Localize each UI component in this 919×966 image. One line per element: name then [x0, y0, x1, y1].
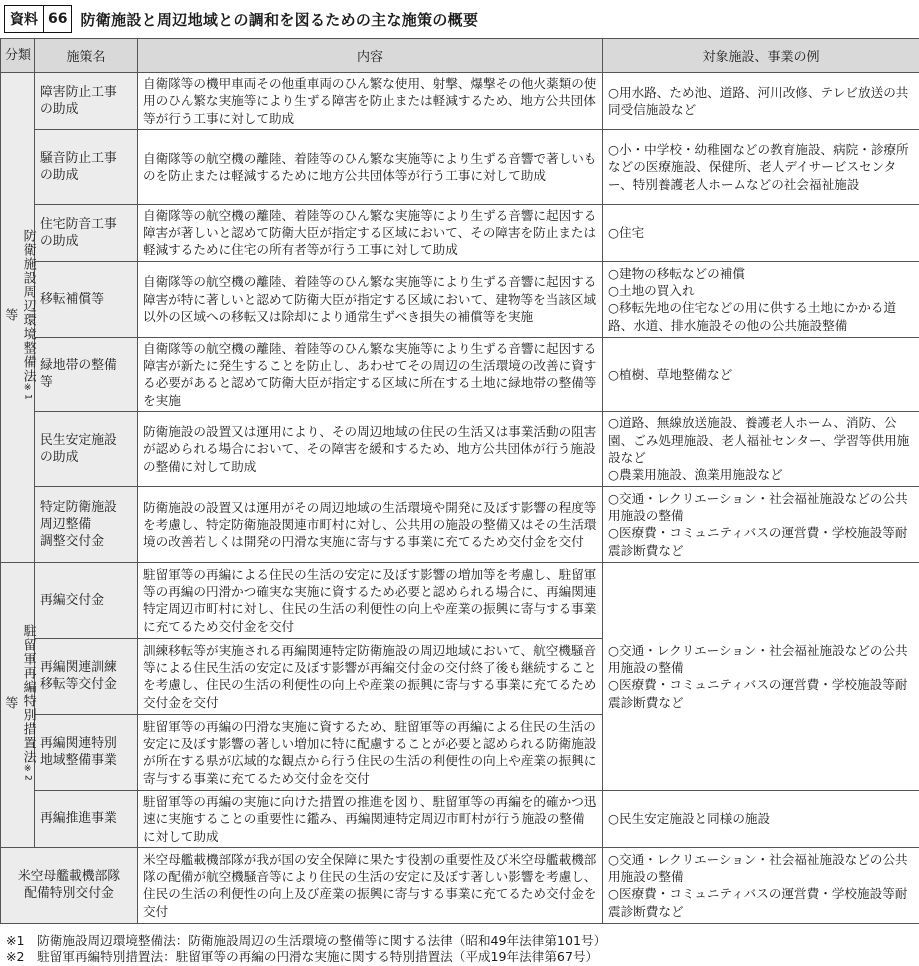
category-suffix: 等 — [2, 695, 18, 710]
category-label: 防衛施設周辺環境整備法 — [20, 229, 36, 384]
measure-name: 特定防衛施設 周辺整備 調整交付金 — [35, 486, 138, 562]
table-row — [1, 411, 919, 486]
footnote-1: ※1 防衛施設周辺環境整備法：防衛施設周辺の生活環境の整備等に関する法律（昭和49年法律第101号） — [6, 933, 607, 948]
table-row — [1, 204, 919, 261]
category-mark: ※2 — [22, 763, 33, 782]
category-cell-environment-law — [1, 73, 35, 563]
table-header-row — [1, 39, 919, 73]
table-row — [1, 73, 919, 130]
measure-name: 移転補償等 — [35, 261, 138, 337]
category-mark: ※1 — [22, 383, 33, 402]
measure-content: 自衛隊等の航空機の離陸、着陸等のひん繁な実施等により生ずる音響に起因する障害が著しいと認めて防衛大臣が指定する区域において、その障害を防止または軽減するために住宅の所有者等が行う工事に対して助成 — [138, 204, 603, 261]
table-row — [1, 337, 919, 411]
measure-target: ○交通・レクリエーション・社会福祉施設などの公共用施設の整備 ○医療費・コミュニティバスの運営費・学校施設等耐震診断費など — [603, 562, 919, 790]
measure-name: 再編推進事業 — [35, 790, 138, 847]
measure-target: ○道路、無線放送施設、養護老人ホーム、消防、公園、ごみ処理施設、老人福祉センター、学習等供用施設など ○農業用施設、漁業用施設など — [603, 411, 919, 486]
measure-name: 再編関連特別 地域整備事業 — [35, 714, 138, 790]
table-row — [1, 790, 919, 847]
measure-name-carrier-grant: 米空母艦載機部隊配備特別交付金 — [1, 847, 138, 923]
measure-target: ○用水路、ため池、道路、河川改修、テレビ放送の共同受信施設など — [603, 73, 919, 130]
column-header-content: 内容 — [138, 39, 603, 73]
measure-content: 防衛施設の設置又は運用により、その周辺地域の住民の生活又は事業活動の阻害が認められる場合において、その障害を緩和するため、地方公共団体が行う施設の整備に対して助成 — [138, 411, 603, 486]
footnotes — [6, 933, 606, 965]
measure-content: 防衛施設の設置又は運用がその周辺地域の生活環境や開発に及ぼす影響の程度等を考慮し、特定防衛施設関連市町村に対し、公共用の施設の整備又はその生活環境の改善若しくは開発の円滑な実施に寄与する事業に充てるため交付金を交付 — [138, 486, 603, 562]
table-row — [1, 129, 919, 204]
measure-content: 駐留軍等の再編による住民の生活の安定に及ぼす影響の増加等を考慮し、駐留軍等の再編の円滑かつ確実な実施に資するため必要と認められる場合に、再編関連特定周辺市町村に対し、住民の生活の利便性の向上や産業の振興に寄与する事業に充てるため交付金を交付 — [138, 562, 603, 638]
measure-name: 民生安定施設 の助成 — [35, 411, 138, 486]
footnote-2: ※2 駐留軍再編特別措置法：駐留軍等の再編の円滑な実施に関する特別措置法（平成19年法律第67号） — [6, 949, 599, 964]
measure-content: 訓練移転等が実施される再編関連特定防衛施設の周辺地域において、航空機騒音等による住民生活の安定に及ぼす影響が再編交付金の交付終了後も継続することを考慮し、住民の生活の利便性の向上や産業の振興に寄与する事業に充てるため交付金を交付 — [138, 638, 603, 714]
measure-name: 騒音防止工事 の助成 — [35, 129, 138, 204]
category-cell-realignment-law — [1, 562, 35, 847]
measure-content: 自衛隊等の航空機の離陸、着陸等のひん繁な実施等により生ずる音響で著しいものを防止または軽減するために地方公共団体等が行う工事に対して助成 — [138, 129, 603, 204]
measure-content: 自衛隊等の航空機の離陸、着陸等のひん繁な実施等により生ずる音響に起因する障害が新たに発生することを防止し、あわせてその周辺の生活環境の改善に資する必要があると認めて防衛大臣が指定する区域に所在する土地に緑地帯の整備等を実施 — [138, 337, 603, 411]
page-title: 防衛施設と周辺地域との調和を図るための主な施策の概要 — [80, 10, 479, 29]
document-header — [4, 4, 912, 34]
column-header-target: 対象施設、事業の例 — [603, 39, 919, 73]
column-header-category: 分類 — [1, 39, 35, 73]
measure-target: ○植樹、草地整備など — [603, 337, 919, 411]
measure-target: ○住宅 — [603, 204, 919, 261]
measure-target: ○交通・レクリエーション・社会福祉施設などの公共用施設の整備 ○医療費・コミュニティバスの運営費・学校施設等耐震診断費など — [603, 486, 919, 562]
measure-content: 駐留軍等の再編の円滑な実施に資するため、駐留軍等の再編による住民の生活の安定に及ぼす影響の著しい増加に特に配慮することが必要と認められる防衛施設が所在する県が広域的な観点から行う住民の生活の利便性の向上や産業の振興に寄与する事業に充てるため交付金を交付 — [138, 714, 603, 790]
category-suffix: 等 — [2, 308, 18, 323]
material-badge — [4, 5, 72, 33]
measure-content: 自衛隊等の機甲車両その他重車両のひん繁な使用、射撃、爆撃その他火薬類の使用のひん繁な実施等により生ずる障害を防止または軽減するため、地方公共団体等が行う工事に対して助成 — [138, 73, 603, 130]
measure-name: 住宅防音工事 の助成 — [35, 204, 138, 261]
measure-target: ○建物の移転などの補償 ○土地の買入れ ○移転先地の住宅などの用に供する土地にかかる道路、水道、排水施設その他の公共施設整備 — [603, 261, 919, 337]
measure-name: 再編交付金 — [35, 562, 138, 638]
measure-name: 緑地帯の整備 等 — [35, 337, 138, 411]
measure-name: 再編関連訓練 移転等交付金 — [35, 638, 138, 714]
measure-target: ○小・中学校・幼稚園などの教育施設、病院・診療所などの医療施設、保健所、老人デイサービスセンター、特別養護老人ホームなどの社会福祉施設 — [603, 129, 919, 204]
measure-name: 障害防止工事 の助成 — [35, 73, 138, 130]
measure-content: 自衛隊等の航空機の離陸、着陸等のひん繁な実施等により生ずる音響に起因する障害が特に著しいと認めて防衛大臣が指定する区域において、建物等を当該区域以外の区域への移転又は除却により通常生ずべき損失の補償等を実施 — [138, 261, 603, 337]
category-label: 駐留軍再編特別措置法 — [20, 623, 36, 764]
measure-content: 米空母艦載機部隊が我が国の安全保障に果たす役割の重要性及び米空母艦載機部隊の配備が航空機騒音等により住民の生活の安定に及ぼす著しい影響を考慮し、住民の生活の利便性の向上及び産業の振興に寄与する事業に充てるため交付金を交付 — [138, 847, 603, 923]
measures-table — [0, 38, 919, 924]
badge-number: 66 — [43, 6, 71, 32]
column-header-name: 施策名 — [35, 39, 138, 73]
badge-label: 資料 — [5, 6, 43, 32]
measure-content: 駐留軍等の再編の実施に向けた措置の推進を図り、駐留軍等の再編を的確かつ迅速に実施することの重要性に鑑み、再編関連特定周辺市町村が行う施設の整備に対して助成 — [138, 790, 603, 847]
table-row — [1, 486, 919, 562]
table-row — [1, 562, 919, 638]
table-row — [1, 847, 919, 923]
table-row — [1, 261, 919, 337]
measure-target: ○交通・レクリエーション・社会福祉施設などの公共用施設の整備 ○医療費・コミュニティバスの運営費・学校施設等耐震診断費など — [603, 847, 919, 923]
measure-target: ○民生安定施設と同様の施設 — [603, 790, 919, 847]
